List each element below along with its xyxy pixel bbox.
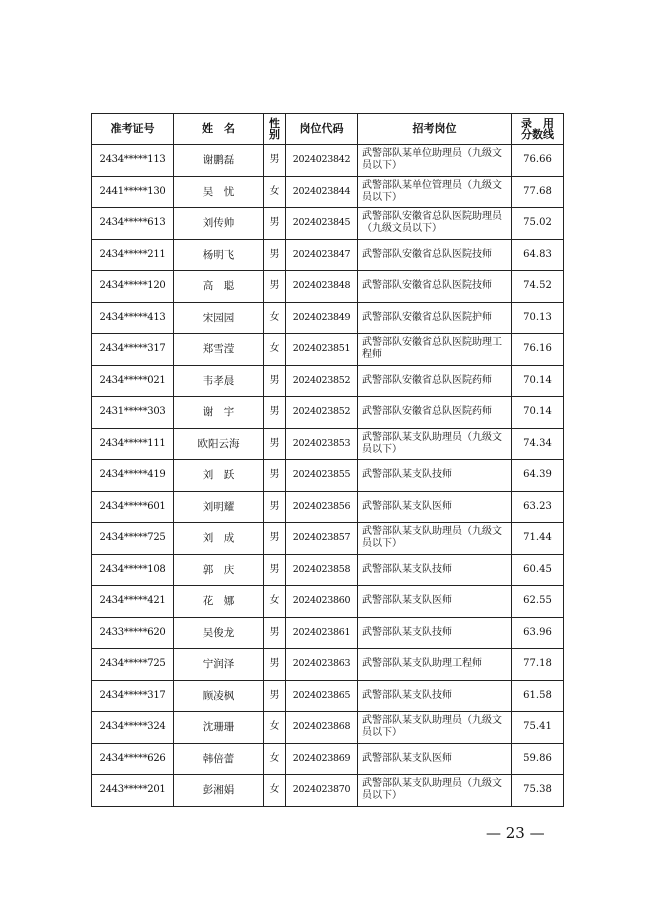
cell-name: 韩倍蕾 <box>174 743 264 775</box>
cell-name: 顾凌枫 <box>174 680 264 712</box>
cell-name: 欧阳云海 <box>174 428 264 460</box>
cell-name: 沈珊珊 <box>174 712 264 744</box>
cell-name: 韦孝晨 <box>174 365 264 397</box>
cell-id: 2434*****317 <box>92 680 174 712</box>
table-row <box>92 491 564 523</box>
cell-code: 2024023860 <box>286 586 358 618</box>
cell-name: 吴 忧 <box>174 176 264 208</box>
cell-name: 刘明耀 <box>174 491 264 523</box>
cell-position: 武警部队某支队医师 <box>358 743 512 775</box>
cell-id: 2431*****303 <box>92 397 174 429</box>
cell-name: 高 聪 <box>174 271 264 303</box>
cell-position: 武警部队某支队助理员（九级文员以下） <box>358 428 512 460</box>
cell-id: 2434*****120 <box>92 271 174 303</box>
cell-id: 2434*****108 <box>92 554 174 586</box>
table-row <box>92 208 564 240</box>
cell-position: 武警部队某支队技师 <box>358 680 512 712</box>
cell-position: 武警部队安徽省总队医院药师 <box>358 365 512 397</box>
cell-id: 2434*****111 <box>92 428 174 460</box>
cell-score: 75.41 <box>512 712 564 744</box>
cell-score: 76.16 <box>512 334 564 366</box>
cell-code: 2024023852 <box>286 365 358 397</box>
cell-name: 郭 庆 <box>174 554 264 586</box>
cell-code: 2024023847 <box>286 239 358 271</box>
cell-code: 2024023857 <box>286 523 358 555</box>
cell-id: 2434*****725 <box>92 523 174 555</box>
table-row <box>92 145 564 177</box>
table-row <box>92 428 564 460</box>
header-score: 录 用 分数线 <box>512 114 564 145</box>
page-number: — 23 — <box>486 824 545 842</box>
cell-id: 2434*****324 <box>92 712 174 744</box>
cell-id: 2443*****201 <box>92 775 174 807</box>
cell-gender: 男 <box>264 428 286 460</box>
cell-position: 武警部队某支队医师 <box>358 586 512 618</box>
cell-gender: 男 <box>264 208 286 240</box>
table-row <box>92 649 564 681</box>
cell-score: 76.66 <box>512 145 564 177</box>
cell-name: 刘 跃 <box>174 460 264 492</box>
cell-id: 2434*****613 <box>92 208 174 240</box>
cell-position: 武警部队安徽省总队医院助理工程师 <box>358 334 512 366</box>
cell-id: 2434*****211 <box>92 239 174 271</box>
cell-id: 2434*****419 <box>92 460 174 492</box>
cell-score: 70.14 <box>512 365 564 397</box>
cell-code: 2024023870 <box>286 775 358 807</box>
table-row <box>92 743 564 775</box>
cell-position: 武警部队某支队助理工程师 <box>358 649 512 681</box>
cell-id: 2434*****413 <box>92 302 174 334</box>
cell-gender: 男 <box>264 554 286 586</box>
cell-code: 2024023852 <box>286 397 358 429</box>
table-row <box>92 586 564 618</box>
cell-score: 77.68 <box>512 176 564 208</box>
cell-code: 2024023849 <box>286 302 358 334</box>
cell-position: 武警部队某支队助理员（九级文员以下） <box>358 523 512 555</box>
cell-gender: 男 <box>264 491 286 523</box>
cell-code: 2024023865 <box>286 680 358 712</box>
cell-id: 2433*****620 <box>92 617 174 649</box>
cell-code: 2024023856 <box>286 491 358 523</box>
cell-name: 刘传帅 <box>174 208 264 240</box>
cell-position: 武警部队某支队助理员（九级文员以下） <box>358 775 512 807</box>
cell-position: 武警部队某支队医师 <box>358 491 512 523</box>
cell-id: 2434*****725 <box>92 649 174 681</box>
cell-score: 63.23 <box>512 491 564 523</box>
cell-score: 64.39 <box>512 460 564 492</box>
cell-score: 75.02 <box>512 208 564 240</box>
cell-id: 2434*****421 <box>92 586 174 618</box>
cell-gender: 男 <box>264 145 286 177</box>
cell-gender: 女 <box>264 775 286 807</box>
cell-name: 宁润泽 <box>174 649 264 681</box>
table-row <box>92 334 564 366</box>
cell-gender: 男 <box>264 239 286 271</box>
cell-code: 2024023845 <box>286 208 358 240</box>
cell-name: 谢鹏磊 <box>174 145 264 177</box>
cell-score: 75.38 <box>512 775 564 807</box>
cell-code: 2024023869 <box>286 743 358 775</box>
cell-id: 2434*****021 <box>92 365 174 397</box>
table-row <box>92 680 564 712</box>
cell-id: 2441*****130 <box>92 176 174 208</box>
cell-id: 2434*****626 <box>92 743 174 775</box>
cell-position: 武警部队某支队助理员（九级文员以下） <box>358 712 512 744</box>
cell-name: 谢 宇 <box>174 397 264 429</box>
cell-score: 71.44 <box>512 523 564 555</box>
cell-id: 2434*****113 <box>92 145 174 177</box>
cell-position: 武警部队安徽省总队医院助理员（九级文员以下） <box>358 208 512 240</box>
cell-score: 61.58 <box>512 680 564 712</box>
cell-code: 2024023844 <box>286 176 358 208</box>
cell-gender: 女 <box>264 302 286 334</box>
cell-name: 杨明飞 <box>174 239 264 271</box>
table-row <box>92 239 564 271</box>
header-code: 岗位代码 <box>286 114 358 145</box>
cell-gender: 男 <box>264 649 286 681</box>
table-row <box>92 397 564 429</box>
cell-id: 2434*****601 <box>92 491 174 523</box>
table-row <box>92 176 564 208</box>
cell-score: 74.52 <box>512 271 564 303</box>
table-row <box>92 460 564 492</box>
cell-code: 2024023861 <box>286 617 358 649</box>
cell-name: 宋园园 <box>174 302 264 334</box>
cell-score: 62.55 <box>512 586 564 618</box>
cell-gender: 男 <box>264 523 286 555</box>
cell-gender: 女 <box>264 334 286 366</box>
cell-gender: 女 <box>264 586 286 618</box>
cell-gender: 男 <box>264 365 286 397</box>
cell-code: 2024023853 <box>286 428 358 460</box>
cell-position: 武警部队安徽省总队医院技师 <box>358 271 512 303</box>
cell-gender: 男 <box>264 397 286 429</box>
cell-score: 70.14 <box>512 397 564 429</box>
cell-code: 2024023868 <box>286 712 358 744</box>
table-row <box>92 712 564 744</box>
cell-code: 2024023855 <box>286 460 358 492</box>
table-row <box>92 271 564 303</box>
cell-score: 70.13 <box>512 302 564 334</box>
cell-gender: 男 <box>264 680 286 712</box>
cell-position: 武警部队某支队技师 <box>358 554 512 586</box>
header-gender-text: 性别 <box>269 117 280 141</box>
table-row <box>92 523 564 555</box>
cell-position: 武警部队安徽省总队医院技师 <box>358 239 512 271</box>
cell-name: 刘 成 <box>174 523 264 555</box>
cell-gender: 男 <box>264 617 286 649</box>
header-position: 招考岗位 <box>358 114 512 145</box>
cell-gender: 女 <box>264 712 286 744</box>
cell-score: 77.18 <box>512 649 564 681</box>
table-header-row <box>92 114 564 145</box>
cell-code: 2024023848 <box>286 271 358 303</box>
cell-gender: 男 <box>264 460 286 492</box>
admission-table <box>91 113 564 807</box>
cell-name: 吴俊龙 <box>174 617 264 649</box>
table-row <box>92 775 564 807</box>
table-row <box>92 302 564 334</box>
cell-score: 74.34 <box>512 428 564 460</box>
cell-name: 郑雪滢 <box>174 334 264 366</box>
cell-code: 2024023842 <box>286 145 358 177</box>
cell-position: 武警部队某支队技师 <box>358 460 512 492</box>
cell-position: 武警部队某单位助理员（九级文员以下） <box>358 145 512 177</box>
table-row <box>92 365 564 397</box>
table-body <box>92 145 564 807</box>
table-row <box>92 617 564 649</box>
cell-position: 武警部队安徽省总队医院护师 <box>358 302 512 334</box>
cell-id: 2434*****317 <box>92 334 174 366</box>
cell-code: 2024023858 <box>286 554 358 586</box>
cell-code: 2024023851 <box>286 334 358 366</box>
cell-score: 63.96 <box>512 617 564 649</box>
cell-name: 彭湘娟 <box>174 775 264 807</box>
cell-score: 60.45 <box>512 554 564 586</box>
cell-score: 59.86 <box>512 743 564 775</box>
cell-score: 64.83 <box>512 239 564 271</box>
header-id: 准考证号 <box>92 114 174 145</box>
header-name: 姓 名 <box>174 114 264 145</box>
table-row <box>92 554 564 586</box>
cell-gender: 男 <box>264 271 286 303</box>
header-gender <box>264 114 286 145</box>
cell-gender: 女 <box>264 743 286 775</box>
cell-position: 武警部队某单位管理员（九级文员以下） <box>358 176 512 208</box>
cell-position: 武警部队安徽省总队医院药师 <box>358 397 512 429</box>
cell-gender: 女 <box>264 176 286 208</box>
cell-name: 花 娜 <box>174 586 264 618</box>
cell-position: 武警部队某支队技师 <box>358 617 512 649</box>
cell-code: 2024023863 <box>286 649 358 681</box>
